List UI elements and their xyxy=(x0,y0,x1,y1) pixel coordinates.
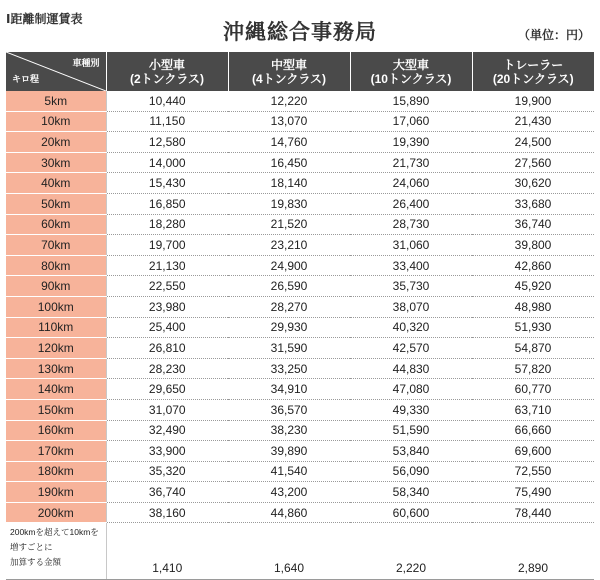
fare-cell: 56,090 xyxy=(350,461,472,482)
additional-charge-cell: 2,890 xyxy=(472,523,594,580)
fare-cell: 47,080 xyxy=(350,379,472,400)
table-row xyxy=(6,132,594,153)
distance-cell: 200km xyxy=(6,502,106,523)
corner-header xyxy=(6,52,106,91)
fare-cell: 66,660 xyxy=(472,420,594,441)
distance-cell: 20km xyxy=(6,132,106,153)
fare-cell: 26,590 xyxy=(228,276,350,297)
fare-cell: 12,220 xyxy=(228,91,350,111)
additional-charge-note xyxy=(6,523,106,580)
fare-cell: 53,840 xyxy=(350,441,472,462)
table-row xyxy=(6,338,594,359)
fare-cell: 24,060 xyxy=(350,173,472,194)
fare-cell: 75,490 xyxy=(472,482,594,503)
table-row xyxy=(6,317,594,338)
fare-cell: 28,230 xyxy=(106,358,228,379)
column-header-sub: (2トンクラス) xyxy=(129,71,205,86)
note-line: 増すごとに xyxy=(10,542,53,553)
section-label: Ⅰ距離制運賃表 xyxy=(6,12,83,26)
fare-cell: 28,730 xyxy=(350,214,472,235)
fare-cell: 42,570 xyxy=(350,338,472,359)
note-line: 加算する金額 xyxy=(10,557,62,568)
fare-cell: 14,760 xyxy=(228,132,350,153)
table-row xyxy=(6,420,594,441)
fare-cell: 21,430 xyxy=(472,111,594,132)
fare-cell: 19,830 xyxy=(228,193,350,214)
fare-cell: 35,730 xyxy=(350,276,472,297)
column-header-name: 大型車 xyxy=(392,57,429,72)
distance-cell: 50km xyxy=(6,193,106,214)
fare-cell: 31,070 xyxy=(106,399,228,420)
page-header xyxy=(0,0,600,50)
additional-charge-row xyxy=(6,523,594,580)
distance-cell: 130km xyxy=(6,358,106,379)
distance-cell: 10km xyxy=(6,111,106,132)
table-body xyxy=(6,91,594,580)
column-header xyxy=(472,52,594,91)
fare-cell: 58,340 xyxy=(350,482,472,503)
fare-cell: 30,620 xyxy=(472,173,594,194)
column-header-name: 中型車 xyxy=(270,57,307,72)
fare-cell: 34,910 xyxy=(228,379,350,400)
fare-cell: 13,070 xyxy=(228,111,350,132)
fare-cell: 43,200 xyxy=(228,482,350,503)
distance-cell: 140km xyxy=(6,379,106,400)
fare-cell: 72,550 xyxy=(472,461,594,482)
fare-cell: 21,730 xyxy=(350,152,472,173)
distance-cell: 5km xyxy=(6,91,106,111)
fare-cell: 36,570 xyxy=(228,399,350,420)
distance-cell: 150km xyxy=(6,399,106,420)
fare-cell: 21,130 xyxy=(106,255,228,276)
corner-top-label: 車種別 xyxy=(72,58,100,68)
fare-cell: 15,890 xyxy=(350,91,472,111)
fare-cell: 38,230 xyxy=(228,420,350,441)
fare-cell: 48,980 xyxy=(472,296,594,317)
table-row xyxy=(6,111,594,132)
fare-cell: 11,150 xyxy=(106,111,228,132)
note-line: 200kmを超えて10kmを xyxy=(10,527,99,538)
column-header xyxy=(106,52,228,91)
fare-cell: 39,800 xyxy=(472,235,594,256)
fare-cell: 54,870 xyxy=(472,338,594,359)
fare-cell: 25,400 xyxy=(106,317,228,338)
fare-cell: 16,450 xyxy=(228,152,350,173)
distance-cell: 170km xyxy=(6,441,106,462)
table-row xyxy=(6,461,594,482)
table-row xyxy=(6,193,594,214)
fare-cell: 38,070 xyxy=(350,296,472,317)
distance-cell: 80km xyxy=(6,255,106,276)
additional-charge-cell: 1,640 xyxy=(228,523,350,580)
fare-cell: 24,500 xyxy=(472,132,594,153)
fare-cell: 18,280 xyxy=(106,214,228,235)
unit-label: （単位：円） xyxy=(517,28,590,42)
fare-table xyxy=(6,52,594,580)
column-header xyxy=(350,52,472,91)
distance-cell: 110km xyxy=(6,317,106,338)
table-row xyxy=(6,296,594,317)
corner-bottom-label: キロ程 xyxy=(12,74,40,84)
fare-cell: 45,920 xyxy=(472,276,594,297)
table-row xyxy=(6,91,594,111)
table-row xyxy=(6,152,594,173)
distance-cell: 40km xyxy=(6,173,106,194)
fare-cell: 44,860 xyxy=(228,502,350,523)
column-header-name: トレーラー xyxy=(503,57,564,72)
fare-cell: 33,400 xyxy=(350,255,472,276)
fare-cell: 33,900 xyxy=(106,441,228,462)
fare-cell: 31,060 xyxy=(350,235,472,256)
fare-cell: 35,320 xyxy=(106,461,228,482)
fare-cell: 78,440 xyxy=(472,502,594,523)
fare-cell: 57,820 xyxy=(472,358,594,379)
table-row xyxy=(6,399,594,420)
distance-cell: 160km xyxy=(6,420,106,441)
fare-cell: 33,250 xyxy=(228,358,350,379)
table-header-row xyxy=(6,52,594,91)
fare-cell: 49,330 xyxy=(350,399,472,420)
additional-charge-cell: 1,410 xyxy=(106,523,228,580)
fare-cell: 51,590 xyxy=(350,420,472,441)
fare-cell: 39,890 xyxy=(228,441,350,462)
fare-cell: 44,830 xyxy=(350,358,472,379)
fare-cell: 23,210 xyxy=(228,235,350,256)
table-row xyxy=(6,358,594,379)
fare-cell: 41,540 xyxy=(228,461,350,482)
table-row xyxy=(6,276,594,297)
table-row xyxy=(6,379,594,400)
column-header xyxy=(228,52,350,91)
fare-cell: 19,700 xyxy=(106,235,228,256)
table-row xyxy=(6,173,594,194)
fare-cell: 33,680 xyxy=(472,193,594,214)
distance-cell: 100km xyxy=(6,296,106,317)
fare-cell: 27,560 xyxy=(472,152,594,173)
fare-cell: 18,140 xyxy=(228,173,350,194)
fare-cell: 29,930 xyxy=(228,317,350,338)
fare-cell: 23,980 xyxy=(106,296,228,317)
table-row xyxy=(6,214,594,235)
fare-cell: 12,580 xyxy=(106,132,228,153)
table-row xyxy=(6,235,594,256)
distance-cell: 90km xyxy=(6,276,106,297)
fare-cell: 36,740 xyxy=(472,214,594,235)
fare-cell: 28,270 xyxy=(228,296,350,317)
page-title: 沖縄総合事務局 xyxy=(223,20,377,44)
fare-cell: 17,060 xyxy=(350,111,472,132)
fare-cell: 22,550 xyxy=(106,276,228,297)
fare-cell: 21,520 xyxy=(228,214,350,235)
distance-cell: 30km xyxy=(6,152,106,173)
table-row xyxy=(6,441,594,462)
column-header-sub: (10トンクラス) xyxy=(370,71,452,86)
fare-cell: 32,490 xyxy=(106,420,228,441)
fare-cell: 19,900 xyxy=(472,91,594,111)
fare-cell: 24,900 xyxy=(228,255,350,276)
fare-cell: 51,930 xyxy=(472,317,594,338)
distance-cell: 120km xyxy=(6,338,106,359)
fare-cell: 36,740 xyxy=(106,482,228,503)
distance-cell: 60km xyxy=(6,214,106,235)
fare-cell: 19,390 xyxy=(350,132,472,153)
fare-cell: 14,000 xyxy=(106,152,228,173)
additional-charge-cell: 2,220 xyxy=(350,523,472,580)
fare-cell: 40,320 xyxy=(350,317,472,338)
fare-cell: 42,860 xyxy=(472,255,594,276)
fare-cell: 60,770 xyxy=(472,379,594,400)
distance-cell: 70km xyxy=(6,235,106,256)
fare-cell: 38,160 xyxy=(106,502,228,523)
fare-cell: 26,810 xyxy=(106,338,228,359)
column-header-sub: (4トンクラス) xyxy=(251,71,327,86)
column-header-name: 小型車 xyxy=(148,57,185,72)
table-row xyxy=(6,502,594,523)
column-header-sub: (20トンクラス) xyxy=(492,71,574,86)
table-row xyxy=(6,482,594,503)
fare-cell: 10,440 xyxy=(106,91,228,111)
fare-cell: 16,850 xyxy=(106,193,228,214)
fare-cell: 26,400 xyxy=(350,193,472,214)
fare-cell: 63,710 xyxy=(472,399,594,420)
fare-cell: 69,600 xyxy=(472,441,594,462)
fare-cell: 31,590 xyxy=(228,338,350,359)
distance-cell: 180km xyxy=(6,461,106,482)
fare-cell: 60,600 xyxy=(350,502,472,523)
fare-cell: 15,430 xyxy=(106,173,228,194)
table-row xyxy=(6,255,594,276)
fare-cell: 29,650 xyxy=(106,379,228,400)
distance-cell: 190km xyxy=(6,482,106,503)
